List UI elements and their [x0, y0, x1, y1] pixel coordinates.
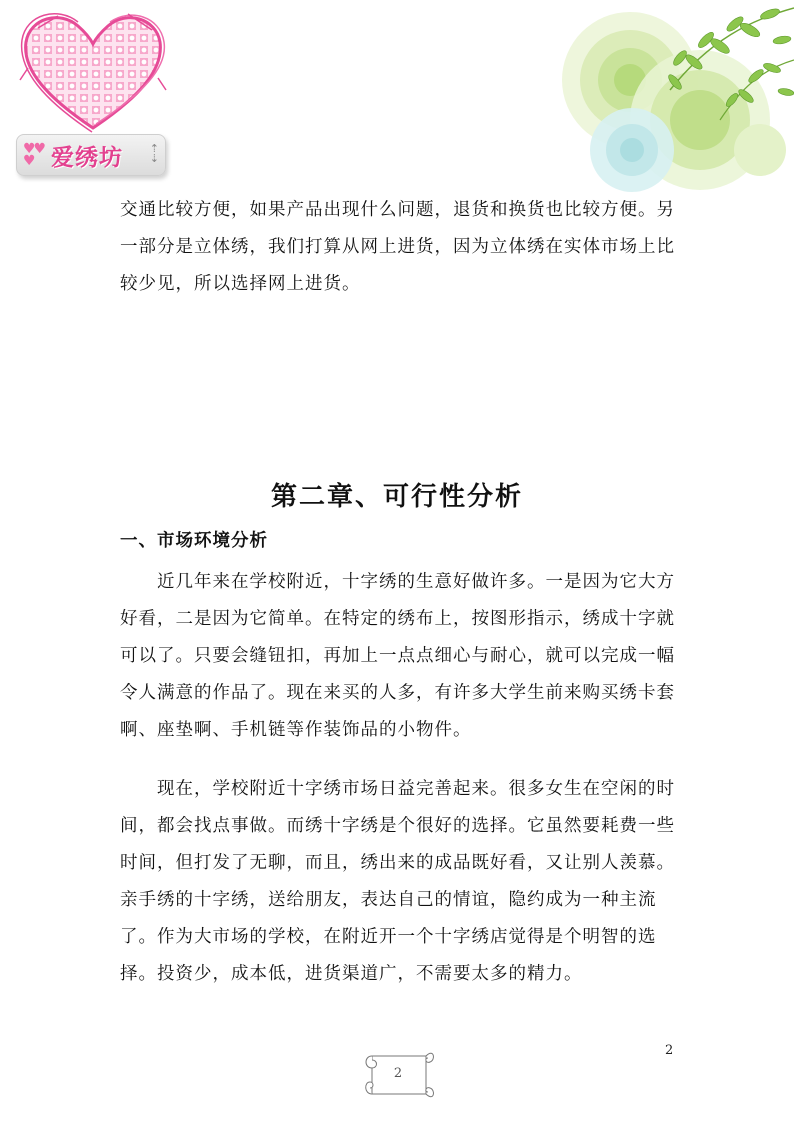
up-down-arrows-icon: ⇡ ⇣ [149, 142, 159, 165]
section-title: 一、市场环境分析 [120, 531, 268, 551]
chapter-title: 第二章、可行性分析 [270, 482, 523, 512]
intro-paragraph: 交通比较方便，如果产品出现什么问题，退货和换货也比较方便。另一部分是立体绣，我们打算从网上进货，因为立体绣在实体市场上比较少见，所以选择网上进货。 [120, 200, 675, 294]
page-number: 2 [665, 1043, 674, 1058]
green-leaves-decoration-icon [560, 0, 794, 205]
scroll-page-number: 2 [393, 1066, 403, 1081]
heart-pattern-logo-icon [18, 8, 168, 136]
paragraph-market-2: 现在，学校附近十字绣市场日益完善起来。很多女生在空闲的时间，都会找点事做。而绣十字绣是个很好的选择。它虽然要耗费一些时间，但打发了无聊，而且，绣出来的成品既好看，又让别人羡慕。亲手绣的十字绣，送给朋友，表达自己的情谊，隐约成为一种主流了。作为大市场的学校，在附近开一个十字绣店觉得是个明智的选择。投资少，成本低，进货渠道广，不需要太多的精力。 [120, 779, 675, 984]
brand-badge [16, 134, 166, 176]
brand-name: 爱绣坊 [51, 145, 123, 171]
hearts-icon: ♥♥ ♥ [23, 141, 45, 169]
paragraph-market-1: 近几年来在学校附近，十字绣的生意好做许多。一是因为它大方好看，二是因为它简单。在特定的绣布上，按图形指示，绣成十字就可以了。只要会缝钮扣，再加上一点点细心与耐心，就可以完成一幅令人满意的作品了。现在来买的人多，有许多大学生前来购买绣卡套啊、座垫啊、手机链等作装饰品的小物件。 [120, 572, 675, 740]
